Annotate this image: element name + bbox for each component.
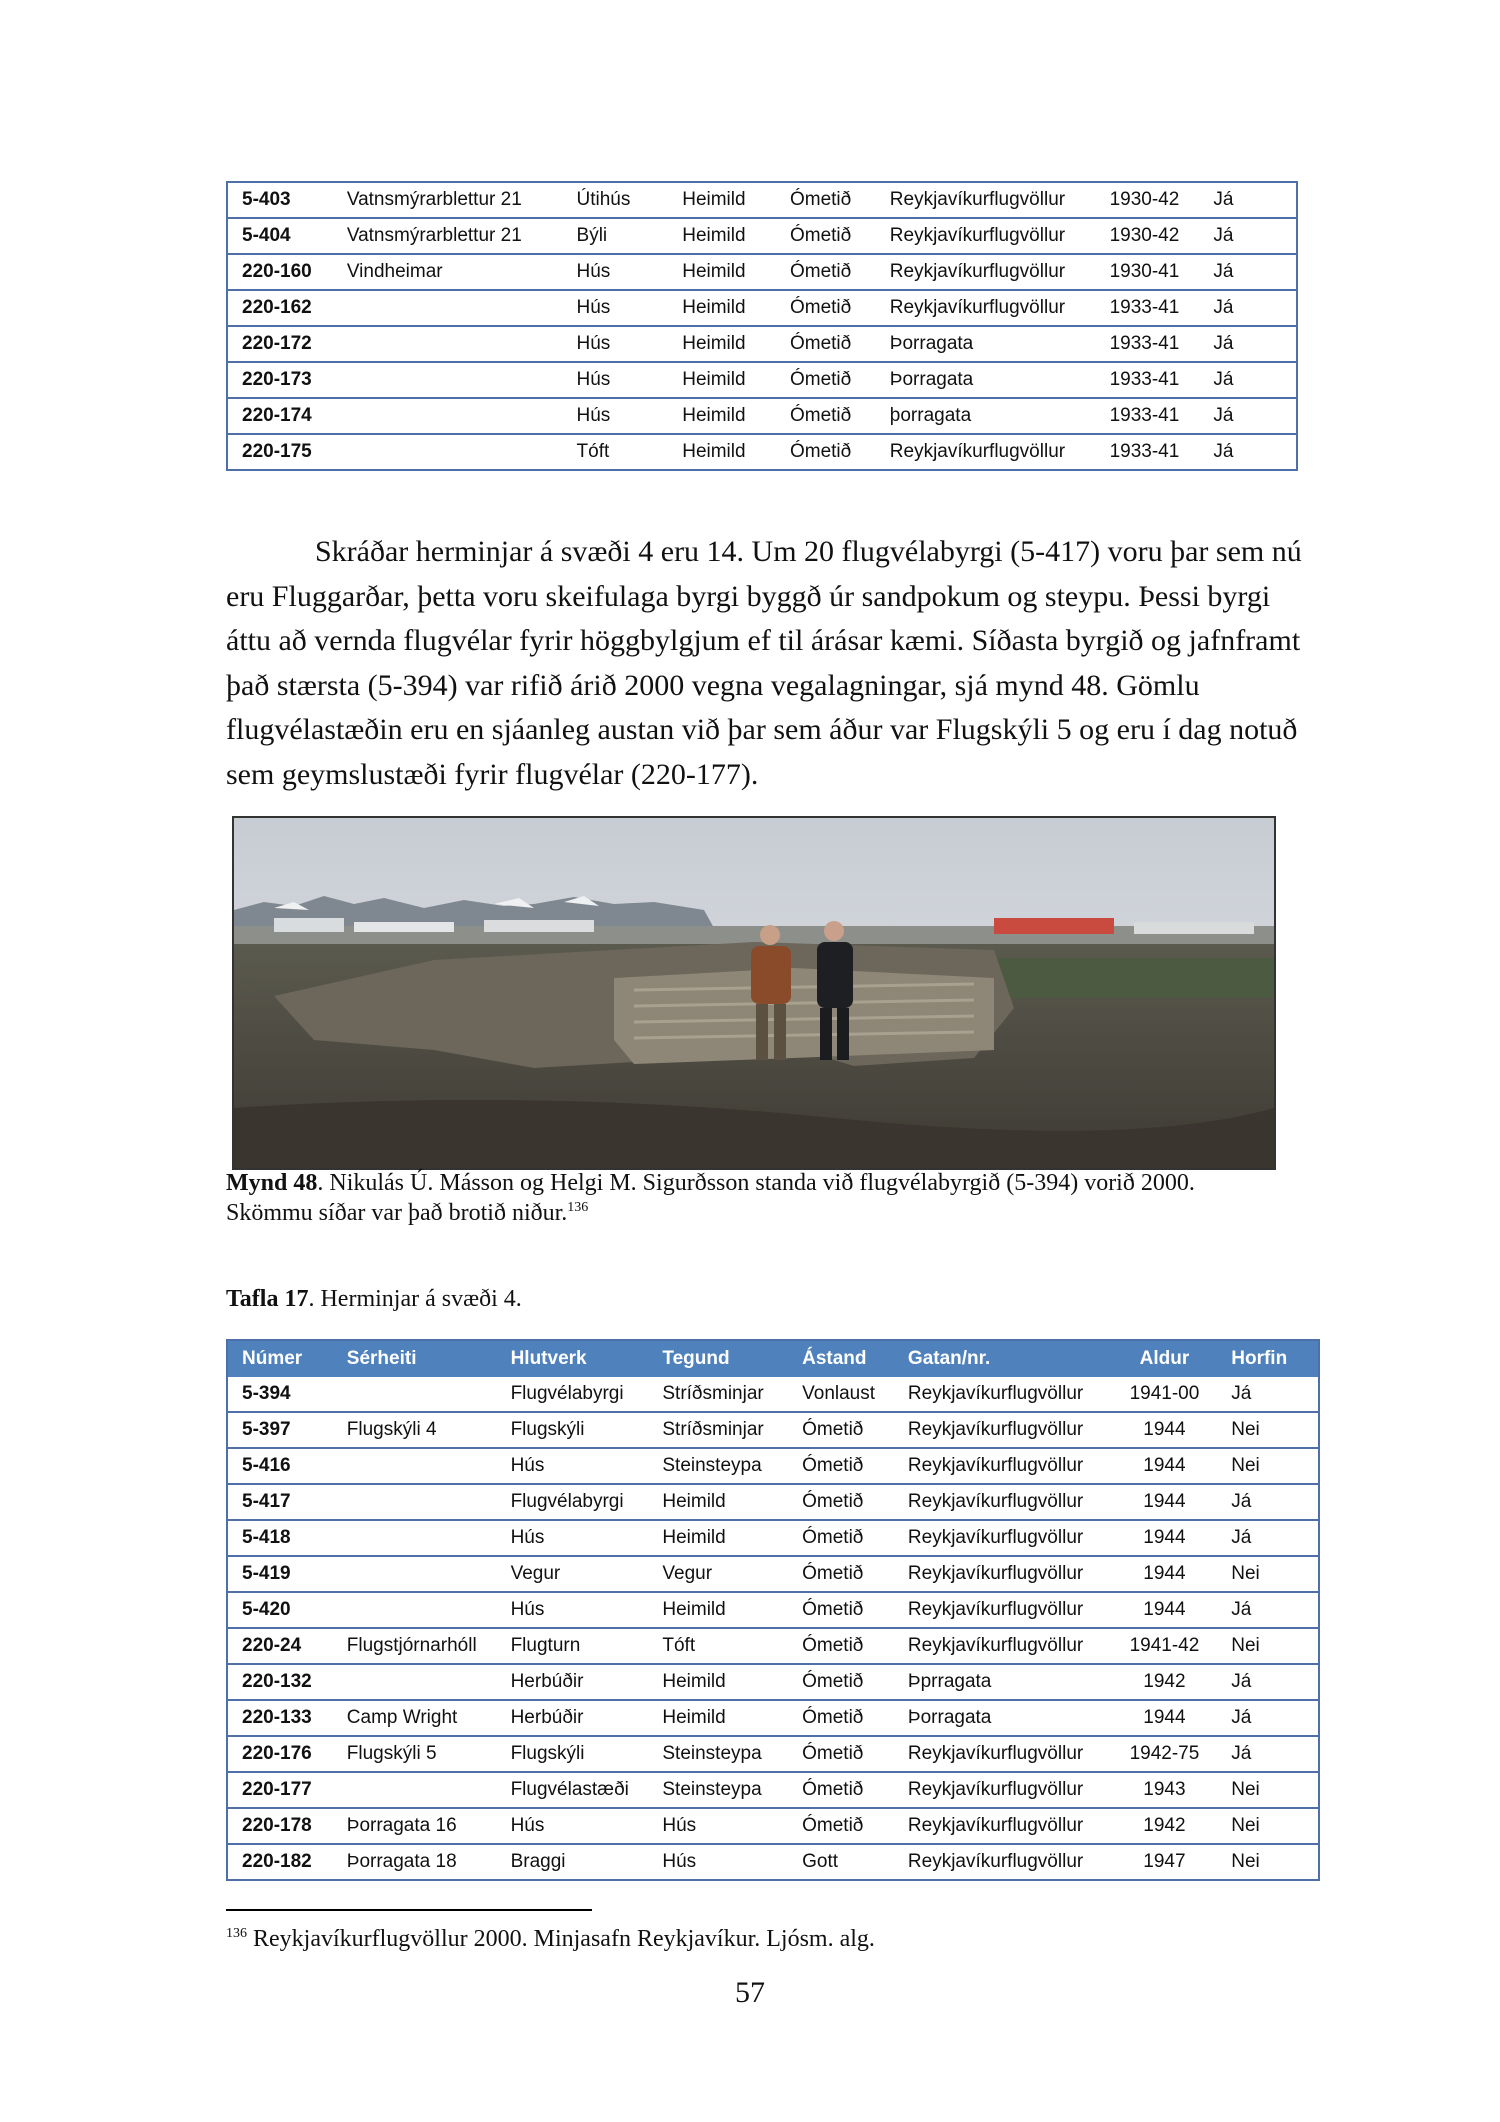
table-cell: Reykjavíkurflugvöllur — [907, 1851, 1084, 1872]
table-cell: Heimild — [648, 1664, 788, 1700]
table-cell: Herbúðir — [497, 1664, 649, 1700]
table-cell: 220-160 — [227, 254, 333, 290]
figure-caption — [226, 1168, 1226, 1228]
table-cell: Vegur — [648, 1556, 788, 1592]
table-cell: Steinsteypa — [648, 1448, 788, 1484]
col-header: Hlutverk — [497, 1340, 649, 1377]
table-cell: Heimild — [668, 398, 776, 434]
table-cell: Já — [1217, 1484, 1319, 1520]
table-cell: 1941-00 — [1112, 1377, 1218, 1412]
table-cell: Já — [1199, 398, 1297, 434]
table-cell: 220-177 — [227, 1772, 333, 1808]
table-cell: Reykjavíkurflugvöllur — [876, 254, 1096, 290]
table-cell: 1944 — [1112, 1448, 1218, 1484]
body-paragraph — [226, 530, 1306, 797]
table-cell: 1930-42 — [1096, 182, 1200, 218]
table-cell: Ómetið — [776, 398, 876, 434]
col-header: Horfin — [1217, 1340, 1319, 1377]
photo-bunker — [232, 816, 1276, 1170]
table-cell: Nei — [1217, 1808, 1319, 1844]
table-cell: Hús — [648, 1808, 788, 1844]
table-cell: 1933-41 — [1096, 398, 1200, 434]
table-cell — [333, 1448, 497, 1484]
table-row — [227, 1520, 1319, 1556]
table-cell: 1942-75 — [1112, 1736, 1218, 1772]
table-row — [227, 1412, 1319, 1448]
table-cell: Hús — [563, 254, 669, 290]
table-cell: Stríðsminjar — [648, 1377, 788, 1412]
table-cell — [333, 434, 563, 470]
col-header: Númer — [227, 1340, 333, 1377]
table-cell: 1933-41 — [1109, 441, 1180, 462]
table-cell: 1930-41 — [1096, 254, 1200, 290]
table-cell: Nei — [1217, 1628, 1319, 1664]
table-cell: Flugskýli 4 — [333, 1412, 497, 1448]
table-cell: Reykjavíkurflugvöllur — [894, 1736, 1112, 1772]
table-cell: Heimild — [668, 254, 776, 290]
table-cell: 220-132 — [227, 1664, 333, 1700]
table-cell: Já — [1199, 254, 1297, 290]
table-cell: Vatnsmýrarblettur 21 — [333, 218, 563, 254]
table-cell: Hús — [497, 1808, 649, 1844]
table-cell: Reykjavíkurflugvöllur — [894, 1772, 1112, 1808]
table-cell: Nei — [1217, 1412, 1319, 1448]
table-cell: Ómetið — [788, 1556, 894, 1592]
table-cell: Ómetið — [776, 362, 876, 398]
table-cell: þorragata — [876, 398, 1096, 434]
table-row — [227, 1700, 1319, 1736]
table-cell: 1944 — [1112, 1520, 1218, 1556]
table-cell: Já — [1217, 1736, 1319, 1772]
table-cell — [333, 1556, 497, 1592]
table-cell: Já — [1199, 326, 1297, 362]
table-cell: Þorragata — [876, 362, 1096, 398]
table-row — [227, 1808, 1319, 1844]
table-cell: Nei — [1217, 1556, 1319, 1592]
table-caption — [226, 1286, 522, 1313]
table-cell: Ómetið — [776, 182, 876, 218]
table-cell — [333, 1664, 497, 1700]
table-cell: Reykjavíkurflugvöllur — [876, 218, 1096, 254]
table-cell: Ómetið — [776, 254, 876, 290]
table-cell: Vonlaust — [788, 1377, 894, 1412]
paragraph-text: Skráðar herminjar á svæði 4 eru 14. Um 20 flugvélabyrgi (5-417) voru þar sem nú eru Fluggarðar, þetta voru skeifulaga byrgi byggð úr sandpokum og steypu. Þessi byrgi áttu að vernda flugvélar fyrir höggbylgjum ef til árásar kæmi. Síðasta byrgið og jafnframt það stærsta (5-394) var rifið árið 2000 vegna vegalagningar, sjá mynd 48. Gömlu flugvélastæðin eru en sjáanleg austan við þar sem áður var Flugskýli 5 og eru í dag notuð sem geymslustæði fyrir flugvélar (220-177). — [226, 535, 1302, 791]
table-cell: Ómetið — [788, 1736, 894, 1772]
table-cell: Já — [1217, 1520, 1319, 1556]
table-cell: 220-173 — [227, 362, 333, 398]
table-row — [227, 290, 1297, 326]
table-cell — [333, 362, 563, 398]
table-cell: Já — [1217, 1377, 1319, 1412]
table-cell: Heimild — [682, 441, 746, 462]
table-cell: 1933-41 — [1096, 290, 1200, 326]
table-cell: Heimild — [648, 1592, 788, 1628]
table-cell: Flugturn — [497, 1628, 649, 1664]
table-cell: Ómetið — [788, 1412, 894, 1448]
table-cell: Flugskýli — [497, 1412, 649, 1448]
table-cell: Nei — [1217, 1772, 1319, 1808]
table-cell: Ómetið — [788, 1484, 894, 1520]
table-cell: Flugvélabyrgi — [497, 1484, 649, 1520]
table-cell: 1944 — [1112, 1484, 1218, 1520]
table-row — [227, 1844, 1319, 1880]
person-left — [751, 946, 791, 1004]
table-cell: Já — [1199, 362, 1297, 398]
table-row — [227, 1484, 1319, 1520]
table-cell: Heimild — [648, 1700, 788, 1736]
table-cell: 1942 — [1112, 1808, 1218, 1844]
table-cell: Braggi — [510, 1851, 566, 1872]
table-cell: 1944 — [1112, 1700, 1218, 1736]
table-row — [227, 1556, 1319, 1592]
col-header: Gatan/nr. — [894, 1340, 1112, 1377]
table-cell: Reykjavíkurflugvöllur — [894, 1520, 1112, 1556]
table-cell: 220-176 — [227, 1736, 333, 1772]
table-cell: Ómetið — [788, 1772, 894, 1808]
table-cell: Vegur — [497, 1556, 649, 1592]
table-row — [227, 1377, 1319, 1412]
figure-text: . Nikulás Ú. Másson og Helgi M. Sigurðsson standa við flugvélabyrgið (5-394) vorið 2000. Skömmu síðar var það brotið niður. — [226, 1170, 1195, 1226]
table-caption-text: . Herminjar á svæði 4. — [308, 1286, 522, 1312]
table-cell: Heimild — [648, 1484, 788, 1520]
col-header: Tegund — [648, 1340, 788, 1377]
table-row — [227, 1772, 1319, 1808]
table-cell: Ómetið — [788, 1808, 894, 1844]
table-cell: 5-420 — [227, 1592, 333, 1628]
table-cell — [333, 326, 563, 362]
table-cell: Reykjavíkurflugvöllur — [876, 290, 1096, 326]
table-cell: 220-182 — [242, 1851, 312, 1872]
table-cell: 1930-42 — [1096, 218, 1200, 254]
heritage-table-header — [227, 1340, 1319, 1377]
col-header: Aldur — [1112, 1340, 1218, 1377]
table-cell: Reykjavíkurflugvöllur — [894, 1448, 1112, 1484]
table-cell: Hús — [662, 1851, 697, 1872]
table-cell — [333, 1520, 497, 1556]
table-cell: Já — [1199, 218, 1297, 254]
table-cell: Nei — [1231, 1851, 1260, 1872]
table-cell: Útihús — [563, 182, 669, 218]
photo-illustration — [234, 818, 1274, 1168]
table-cell: Tóft — [648, 1628, 788, 1664]
table-cell: 5-397 — [227, 1412, 333, 1448]
table-row — [227, 362, 1297, 398]
table-cell: Þorragata 18 — [346, 1851, 457, 1872]
table-cell: Hús — [563, 290, 669, 326]
table-cell: Nei — [1217, 1448, 1319, 1484]
footnote-divider — [226, 1909, 592, 1911]
table-cell: 220-178 — [227, 1808, 333, 1844]
table-cell: 1933-41 — [1096, 326, 1200, 362]
table-cell: Ómetið — [788, 1664, 894, 1700]
table-label: Tafla 17 — [226, 1286, 309, 1312]
table-cell — [333, 1592, 497, 1628]
table-cell: Já — [1217, 1592, 1319, 1628]
footnote — [226, 1926, 875, 1953]
table-cell: 220-24 — [227, 1628, 333, 1664]
table-cell: Heimild — [668, 290, 776, 326]
table-cell: Gott — [802, 1851, 839, 1872]
table-cell: Reykjavíkurflugvöllur — [894, 1412, 1112, 1448]
table-cell: Þprragata — [894, 1664, 1112, 1700]
table-cell: Ómetið — [789, 441, 852, 462]
table-row — [227, 254, 1297, 290]
table-cell: Heimild — [668, 218, 776, 254]
table-cell: Þorragata — [894, 1700, 1112, 1736]
table-cell: 1933-41 — [1096, 362, 1200, 398]
figure-footnote-ref[interactable]: 136 — [567, 1200, 589, 1215]
table-cell: 220-172 — [227, 326, 333, 362]
table-row — [227, 326, 1297, 362]
col-header: Ástand — [788, 1340, 894, 1377]
table-cell: 5-403 — [227, 182, 333, 218]
table-cell: Hús — [497, 1592, 649, 1628]
table-cell — [333, 1772, 497, 1808]
table-cell: Steinsteypa — [648, 1772, 788, 1808]
table-cell: 1944 — [1112, 1556, 1218, 1592]
footnote-text: Reykjavíkurflugvöllur 2000. Minjasafn Reykjavíkur. Ljósm. alg. — [247, 1926, 875, 1952]
table-cell: Flugskýli 5 — [333, 1736, 497, 1772]
table-row — [227, 1664, 1319, 1700]
table-cell: 5-394 — [227, 1377, 333, 1412]
table-cell: Reykjavíkurflugvöllur — [894, 1808, 1112, 1844]
col-header: Sérheiti — [333, 1340, 497, 1377]
table-cell: Já — [1217, 1664, 1319, 1700]
table-cell: 220-174 — [227, 398, 333, 434]
table-cell: Reykjavíkurflugvöllur — [889, 441, 1066, 462]
table-cell: Býli — [563, 218, 669, 254]
table-cell: Reykjavíkurflugvöllur — [894, 1592, 1112, 1628]
table-cell — [333, 398, 563, 434]
table-cell: Ómetið — [776, 218, 876, 254]
red-hangar — [994, 918, 1114, 934]
table-cell: Flugvélabyrgi — [497, 1377, 649, 1412]
table-cell: Já — [1217, 1700, 1319, 1736]
table-cell — [333, 1377, 497, 1412]
table-cell: 220-175 — [242, 441, 312, 462]
table-cell: Steinsteypa — [648, 1736, 788, 1772]
table-cell: Reykjavíkurflugvöllur — [894, 1377, 1112, 1412]
table-cell: 1941-42 — [1112, 1628, 1218, 1664]
table-cell: Ómetið — [788, 1448, 894, 1484]
table-cell: Þorragata 16 — [333, 1808, 497, 1844]
table-cell: Ómetið — [776, 290, 876, 326]
person-right — [817, 942, 853, 1008]
table-cell: Herbúðir — [497, 1700, 649, 1736]
heritage-table — [226, 1339, 1320, 1881]
table-cell: Þorragata — [876, 326, 1096, 362]
table-cell — [333, 290, 563, 326]
table-cell: 1942 — [1112, 1664, 1218, 1700]
table-cell: Heimild — [668, 362, 776, 398]
footnote-number: 136 — [226, 1926, 247, 1941]
table-cell: Hús — [497, 1448, 649, 1484]
table-row — [227, 1448, 1319, 1484]
table-cell: 220-162 — [227, 290, 333, 326]
table-cell: Heimild — [648, 1520, 788, 1556]
table-row — [227, 182, 1297, 218]
table-cell: Reykjavíkurflugvöllur — [894, 1484, 1112, 1520]
table-cell: Já — [1199, 290, 1297, 326]
table-cell: Hús — [497, 1520, 649, 1556]
table-cell: Ómetið — [788, 1592, 894, 1628]
table-cell: Ómetið — [776, 326, 876, 362]
table-cell: 5-419 — [227, 1556, 333, 1592]
table-cell: Stríðsminjar — [648, 1412, 788, 1448]
table-cell: Vatnsmýrarblettur 21 — [333, 182, 563, 218]
table-cell: 220-133 — [227, 1700, 333, 1736]
table-row — [227, 218, 1297, 254]
table-row — [227, 1736, 1319, 1772]
table-row — [227, 1628, 1319, 1664]
table-cell: Vindheimar — [333, 254, 563, 290]
continuation-table — [226, 181, 1298, 471]
table-cell: Ómetið — [788, 1628, 894, 1664]
table-cell: Reykjavíkurflugvöllur — [894, 1628, 1112, 1664]
table-row — [227, 398, 1297, 434]
table-row — [227, 434, 1297, 470]
table-cell: Tóft — [576, 441, 610, 462]
table-cell: Flugskýli — [497, 1736, 649, 1772]
table-cell: Hús — [563, 362, 669, 398]
continuation-table-body — [227, 182, 1297, 470]
table-cell: Heimild — [668, 326, 776, 362]
table-cell: 5-416 — [227, 1448, 333, 1484]
table-cell: Heimild — [668, 182, 776, 218]
table-cell: Ómetið — [788, 1700, 894, 1736]
table-cell: Reykjavíkurflugvöllur — [894, 1556, 1112, 1592]
table-cell: 1943 — [1112, 1772, 1218, 1808]
table-cell: 5-404 — [227, 218, 333, 254]
table-cell: 5-417 — [227, 1484, 333, 1520]
page-number: 57 — [735, 1976, 765, 2009]
table-row — [227, 1592, 1319, 1628]
table-cell: Hús — [563, 398, 669, 434]
figure-label: Mynd 48 — [226, 1170, 318, 1196]
table-cell: 5-418 — [227, 1520, 333, 1556]
table-cell: Camp Wright — [333, 1700, 497, 1736]
table-cell — [333, 1484, 497, 1520]
table-cell: Flugstjórnarhóll — [333, 1628, 497, 1664]
table-cell: Reykjavíkurflugvöllur — [876, 182, 1096, 218]
table-cell: Ómetið — [788, 1520, 894, 1556]
table-cell: Já — [1199, 182, 1297, 218]
table-cell: 1947 — [1143, 1851, 1186, 1872]
table-cell: Flugvélastæði — [497, 1772, 649, 1808]
heritage-table-body — [227, 1377, 1319, 1880]
table-cell: Já — [1213, 441, 1234, 462]
table-cell: 1944 — [1112, 1592, 1218, 1628]
table-cell: Hús — [563, 326, 669, 362]
table-cell: 1944 — [1112, 1412, 1218, 1448]
